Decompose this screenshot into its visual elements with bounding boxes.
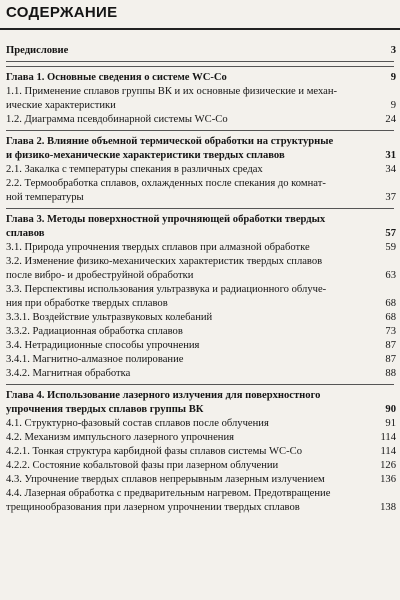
toc-line-text: 2.2. Термообработка сплавов, охлажденных после спекания до комнат- xyxy=(6,178,326,189)
toc-entry xyxy=(6,255,400,283)
header xyxy=(0,0,400,28)
toc-line xyxy=(6,213,400,227)
toc-line xyxy=(6,403,400,417)
toc-page-number: 126 xyxy=(380,460,396,471)
toc-page-number: 63 xyxy=(385,270,396,281)
toc-entry xyxy=(6,445,400,459)
toc-entry xyxy=(6,283,400,311)
toc-page-number: 73 xyxy=(385,326,396,337)
toc-line xyxy=(6,163,400,177)
toc-page-number: 34 xyxy=(385,164,396,175)
toc-line-text: Глава 1. Основные сведения о системе WC-Co xyxy=(6,72,227,83)
toc-page-number: 68 xyxy=(385,312,396,323)
toc-page-number: 87 xyxy=(385,354,396,365)
section-divider xyxy=(6,208,394,209)
toc-line-text: 3.4.1. Магнитно-алмазное полирование xyxy=(6,354,184,365)
toc-line-text: 3.3.2. Радиационная обработка сплавов xyxy=(6,326,183,337)
toc-page-number: 136 xyxy=(380,474,396,485)
toc-line-text: трещинообразования при лазерном упрочнении твердых сплавов xyxy=(6,502,300,513)
toc-entry xyxy=(6,417,400,431)
toc-page-number: 3 xyxy=(390,45,396,56)
toc-line-text: 4.1. Структурно-фазовый состав сплавов после облучения xyxy=(6,418,269,429)
toc-entry xyxy=(6,431,400,445)
toc-line-text: Глава 3. Методы поверхностной упрочняющей обработки твердых xyxy=(6,214,326,225)
toc-line-text: 3.2. Изменение физико-механических характеристик твердых сплавов xyxy=(6,256,323,267)
toc-line xyxy=(6,113,400,127)
toc-line-text: 4.2.2. Состояние кобальтовой фазы при лазерном облучении xyxy=(6,460,279,471)
toc-line xyxy=(6,325,400,339)
toc-line xyxy=(6,269,400,283)
toc-line-text: 4.3. Упрочнение твердых сплавов непрерывным лазерным излучением xyxy=(6,474,325,485)
toc-line xyxy=(6,445,400,459)
toc-line-text: ния при обработке твердых сплавов xyxy=(6,298,168,309)
toc-line-text: Глава 4. Использование лазерного излучения для поверхностного xyxy=(6,390,321,401)
toc-page-number: 37 xyxy=(385,192,396,203)
toc-line xyxy=(6,501,400,515)
toc-entry xyxy=(6,213,400,241)
toc-line-text: 4.2.1. Тонкая структура карбидной фазы сплавов системы WC-Co xyxy=(6,446,302,457)
toc-line xyxy=(6,85,400,99)
toc-entry xyxy=(6,177,400,205)
toc-page-number: 91 xyxy=(385,418,396,429)
toc-line-text: 2.1. Закалка с температуры спекания в различных средах xyxy=(6,164,263,175)
toc-page-number: 68 xyxy=(385,298,396,309)
toc-entry xyxy=(6,353,400,367)
toc-line xyxy=(6,459,400,473)
toc-line-text: 3.3. Перспективы использования ультразвука и радиационного облуче- xyxy=(6,284,327,295)
toc-entry xyxy=(6,459,400,473)
toc-page-number: 59 xyxy=(385,242,396,253)
section-divider xyxy=(6,61,394,62)
toc-line-text: Предисловие xyxy=(6,45,69,56)
toc-line-text: 3.3.1. Воздействие ультразвуковых колебаний xyxy=(6,312,213,323)
header-rule xyxy=(0,28,400,30)
toc-line-text: 4.2. Механизм импульсного лазерного упрочнения xyxy=(6,432,235,443)
toc-line xyxy=(6,71,400,85)
toc-entry xyxy=(6,163,400,177)
toc-line xyxy=(6,135,400,149)
toc-entry xyxy=(6,71,400,85)
toc-line xyxy=(6,241,400,255)
toc-line xyxy=(6,367,400,381)
toc-line xyxy=(6,149,400,163)
toc-page-number: 114 xyxy=(380,446,396,457)
section-divider xyxy=(6,130,394,131)
toc-line-text: Глава 2. Влияние объемной термической обработки на структурные xyxy=(6,136,334,147)
toc-line xyxy=(6,227,400,241)
toc-page-number: 138 xyxy=(380,502,396,513)
toc-line-text: 4.4. Лазерная обработка с предварительным нагревом. Предотвращение xyxy=(6,488,331,499)
toc-entry xyxy=(6,325,400,339)
toc-entry xyxy=(6,311,400,325)
toc-line xyxy=(6,311,400,325)
toc-line-text: упрочнения твердых сплавов группы ВК xyxy=(6,404,204,415)
toc-page-number: 31 xyxy=(385,150,396,161)
section-divider xyxy=(6,384,394,385)
table-of-contents xyxy=(6,44,400,515)
toc-line xyxy=(6,283,400,297)
toc-line-text: ические характеристики xyxy=(6,100,116,111)
toc-entry xyxy=(6,473,400,487)
toc-line xyxy=(6,339,400,353)
toc-line xyxy=(6,99,400,113)
toc-entry xyxy=(6,135,400,163)
toc-page-number: 24 xyxy=(385,114,396,125)
toc-line xyxy=(6,487,400,501)
toc-line xyxy=(6,473,400,487)
toc-line-text: 3.1. Природа упрочнения твердых сплавов при алмазной обработке xyxy=(6,242,310,253)
toc-line-text: сплавов xyxy=(6,228,45,239)
toc-line xyxy=(6,417,400,431)
toc-entry xyxy=(6,85,400,113)
toc-line xyxy=(6,177,400,191)
toc-line-text: 1.1. Применение сплавов группы ВК и их основные физические и механ- xyxy=(6,86,338,97)
toc-page-number: 90 xyxy=(385,404,396,415)
toc-line-text: 3.4.2. Магнитная обработка xyxy=(6,368,131,379)
toc-line xyxy=(6,431,400,445)
toc-line xyxy=(6,255,400,269)
toc-entry xyxy=(6,113,400,127)
toc-page-number: 57 xyxy=(385,228,396,239)
toc-entry xyxy=(6,367,400,381)
toc-line-text: ной температуры xyxy=(6,192,84,203)
toc-page-number: 87 xyxy=(385,340,396,351)
toc-line xyxy=(6,191,400,205)
toc-entry xyxy=(6,487,400,515)
toc-line-text: после вибро- и дробеструйной обработки xyxy=(6,270,194,281)
toc-line-text: и физико-механические характеристики твердых сплавов xyxy=(6,150,285,161)
toc-line xyxy=(6,44,400,58)
toc-page-number: 88 xyxy=(385,368,396,379)
toc-page-number: 9 xyxy=(390,100,396,111)
toc-line xyxy=(6,389,400,403)
toc-line xyxy=(6,297,400,311)
toc-entry xyxy=(6,241,400,255)
toc-line-text: 3.4. Нетрадиционные способы упрочнения xyxy=(6,340,200,351)
toc-entry xyxy=(6,44,400,58)
page-title: СОДЕРЖАНИЕ xyxy=(6,4,118,21)
toc-entry xyxy=(6,389,400,417)
section-divider xyxy=(6,66,394,67)
toc-page-number: 114 xyxy=(380,432,396,443)
toc-line-text: 1.2. Диаграмма псевдобинарной системы WC-Co xyxy=(6,114,228,125)
toc-page-number: 9 xyxy=(390,72,396,83)
toc-line xyxy=(6,353,400,367)
toc-entry xyxy=(6,339,400,353)
